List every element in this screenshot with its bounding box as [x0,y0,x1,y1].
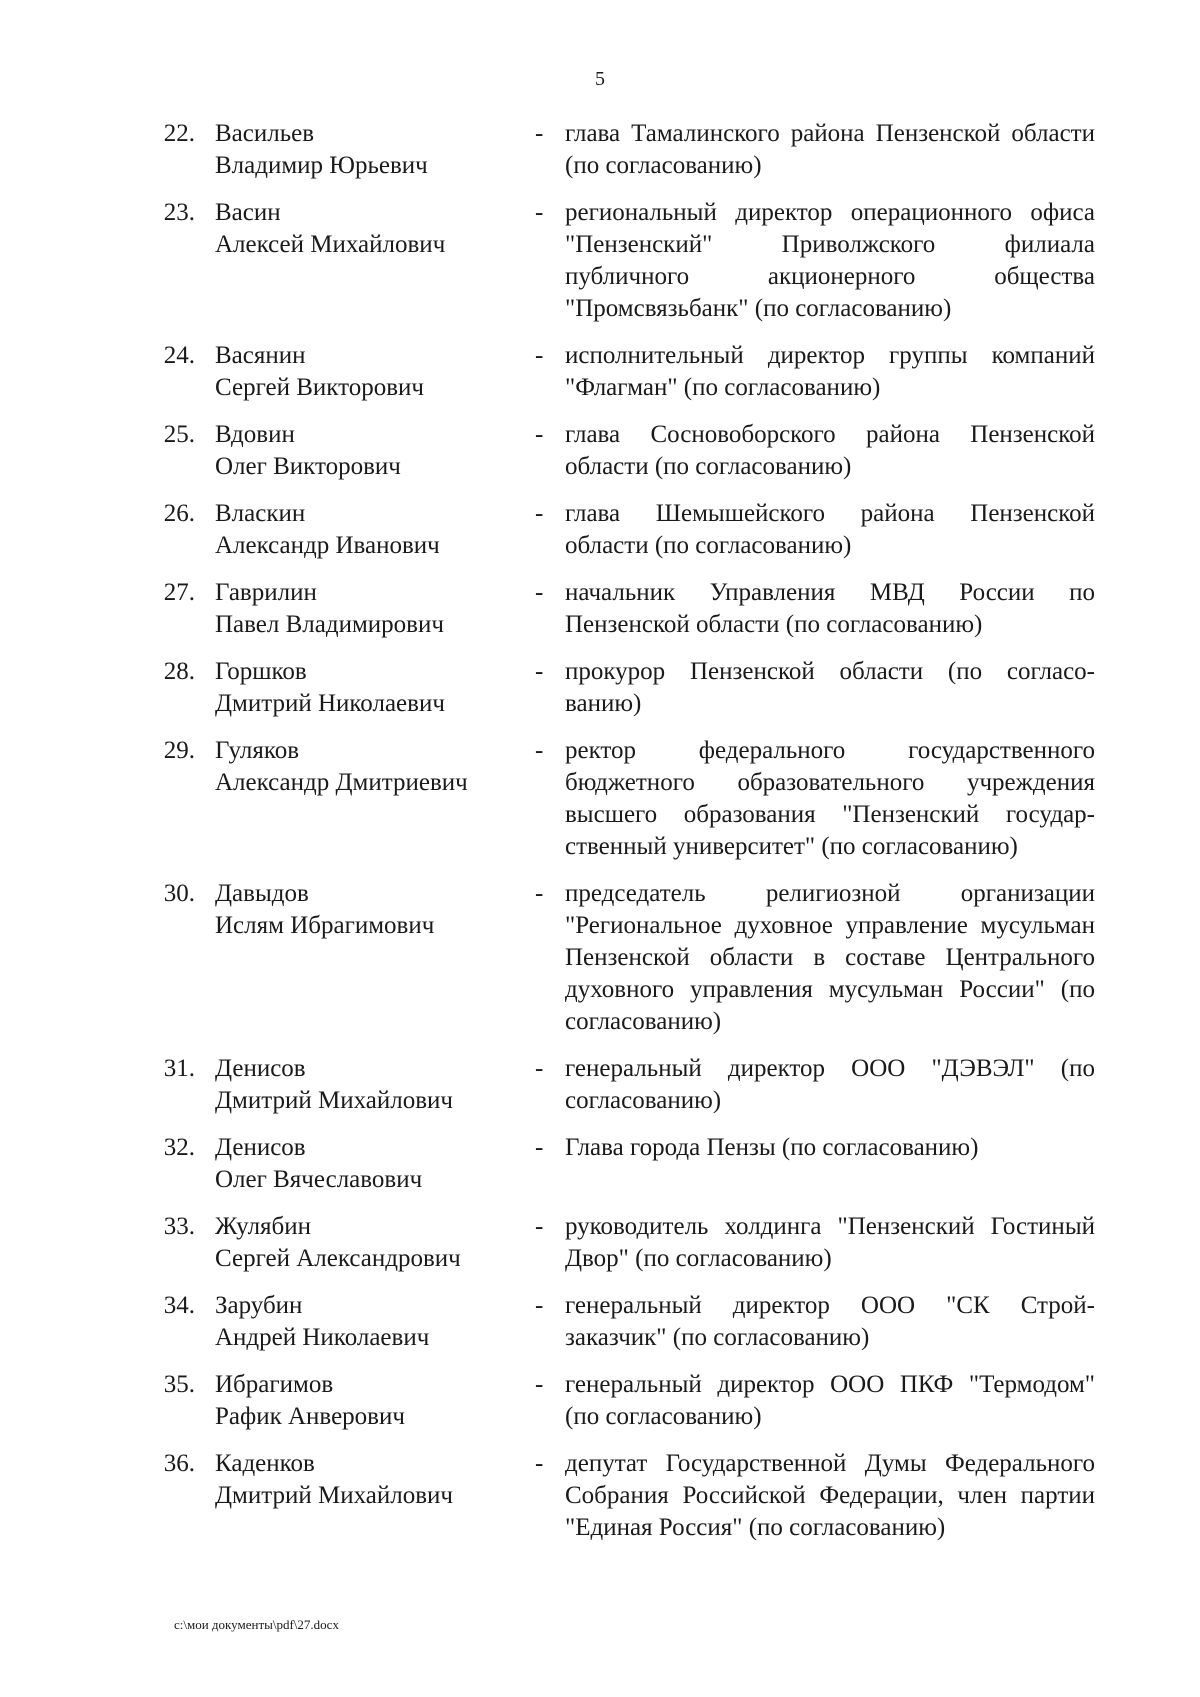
member-given-name: Ислям Ибрагимович [215,912,435,939]
entry-dash: - [535,658,544,685]
member-surname: Вдовин [215,421,295,448]
member-entry [0,419,1200,483]
member-entry [0,1132,1200,1196]
entry-number: 27. [163,579,195,606]
member-name [215,878,535,1038]
member-given-name: Александр Дмитриевич [215,769,468,796]
member-given-name: Олег Вячеславович [215,1166,423,1193]
entry-dash: - [535,579,544,606]
member-name [215,419,535,483]
member-entry [0,878,1200,1038]
member-given-name: Дмитрий Николаевич [215,690,445,717]
member-role: генеральный директор ООО ПКФ "Термодом" (по согласованию) [565,1371,1095,1430]
member-entry [0,340,1200,404]
member-name [215,656,535,720]
member-name [215,1132,535,1196]
entry-number: 25. [163,421,195,448]
member-role: ректор федерального государственного бюджетного образовательного учреждения высшего образования "Пензенский государ-ственный университет" (по согласованию) [565,737,1095,860]
member-given-name: Олег Викторович [215,453,401,480]
member-surname: Ибрагимов [215,1371,334,1398]
member-given-name: Дмитрий Михайлович [215,1087,453,1114]
member-entry [0,197,1200,325]
entry-number: 36. [163,1450,195,1477]
member-role: генеральный директор ООО "ДЭВЭЛ" (по согласованию) [565,1055,1095,1114]
member-name [215,1053,535,1117]
member-entry [0,656,1200,720]
member-role: руководитель холдинга "Пензенский Гостиный Двор" (по согласованию) [565,1213,1095,1272]
member-name [215,735,535,863]
member-given-name: Сергей Александрович [215,1245,461,1272]
member-surname: Гаврилин [215,579,317,606]
member-entry [0,1369,1200,1433]
member-role: глава Шемышейского района Пензенской области (по согласованию) [565,500,1095,559]
entry-dash: - [535,737,544,764]
entry-number: 33. [163,1213,195,1240]
member-entry [0,1053,1200,1117]
member-given-name: Алексей Михайлович [215,231,446,258]
member-given-name: Дмитрий Михайлович [215,1482,453,1509]
entry-dash: - [535,1134,544,1161]
member-role: региональный директор операционного офиса "Пензенский" Приволжского филиала публичного акционерного общества "Промсвязьбанк" (по согласованию) [565,199,1095,322]
entry-number: 29. [163,737,195,764]
entry-dash: - [535,342,544,369]
member-name [215,577,535,641]
entry-number: 35. [163,1371,195,1398]
member-role: исполнительный директор группы компаний "Флагман" (по согласованию) [565,342,1095,401]
member-role: генеральный директор ООО "СК Строй-заказчик" (по согласованию) [565,1292,1095,1351]
member-name [215,340,535,404]
member-surname: Власкин [215,500,306,527]
entry-dash: - [535,1292,544,1319]
entry-dash: - [535,880,544,907]
member-surname: Васин [215,199,281,226]
member-surname: Денисов [215,1134,306,1161]
member-name [215,498,535,562]
entry-number: 26. [163,500,195,527]
member-role: Глава города Пензы (по согласованию) [565,1134,979,1161]
member-given-name: Александр Иванович [215,532,440,559]
member-given-name: Павел Владимирович [215,611,444,638]
member-name [215,1369,535,1433]
entry-dash: - [535,199,544,226]
member-entry [0,1290,1200,1354]
entry-dash: - [535,120,544,147]
member-surname: Давыдов [215,880,309,907]
entry-dash: - [535,1055,544,1082]
entry-number: 31. [163,1055,195,1082]
member-name [215,1448,535,1544]
page-number: 5 [595,68,605,90]
entry-number: 22. [163,120,195,147]
member-surname: Васянин [215,342,306,369]
member-role: глава Тамалинского района Пензенской области (по согласованию) [565,120,1095,179]
member-name [215,118,535,182]
member-role: депутат Государственной Думы Федерального Собрания Российской Федерации, член партии "Единая Россия" (по согласованию) [565,1450,1095,1541]
entry-number: 34. [163,1292,195,1319]
member-entry [0,1448,1200,1544]
member-name [215,1211,535,1275]
member-surname: Горшков [215,658,307,685]
member-surname: Зарубин [215,1292,303,1319]
member-role: председатель религиозной организации "Региональное духовное управление мусульман Пензенской области в составе Центрального духовного управления мусульман России" (по согласованию) [565,880,1095,1035]
member-role: глава Сосновоборского района Пензенской области (по согласованию) [565,421,1095,480]
entry-number: 23. [163,199,195,226]
member-given-name: Андрей Николаевич [215,1324,430,1351]
member-surname: Васильев [215,120,315,147]
entry-dash: - [535,500,544,527]
member-entry [0,735,1200,863]
member-given-name: Владимир Юрьевич [215,152,428,179]
entry-number: 32. [163,1134,195,1161]
member-surname: Каденков [215,1450,315,1477]
entry-dash: - [535,1450,544,1477]
member-surname: Жулябин [215,1213,312,1240]
member-given-name: Сергей Викторович [215,374,424,401]
member-name [215,197,535,325]
entry-number: 30. [163,880,195,907]
member-entry [0,1211,1200,1275]
member-given-name: Рафик Анверович [215,1403,405,1430]
entry-dash: - [535,1213,544,1240]
member-name [215,1290,535,1354]
member-surname: Гуляков [215,737,300,764]
entry-dash: - [535,421,544,448]
footer-file-path: c:\мои документы\pdf\27.docx [174,1617,339,1632]
entry-number: 28. [163,658,195,685]
member-entry [0,118,1200,182]
entry-number: 24. [163,342,195,369]
entry-dash: - [535,1371,544,1398]
member-role: начальник Управления МВД России по Пензенской области (по согласованию) [565,579,1095,638]
member-surname: Денисов [215,1055,306,1082]
member-entry [0,498,1200,562]
member-list [0,118,1200,1559]
member-entry [0,577,1200,641]
member-role: прокурор Пензенской области (по согласо-ванию) [565,658,1095,717]
